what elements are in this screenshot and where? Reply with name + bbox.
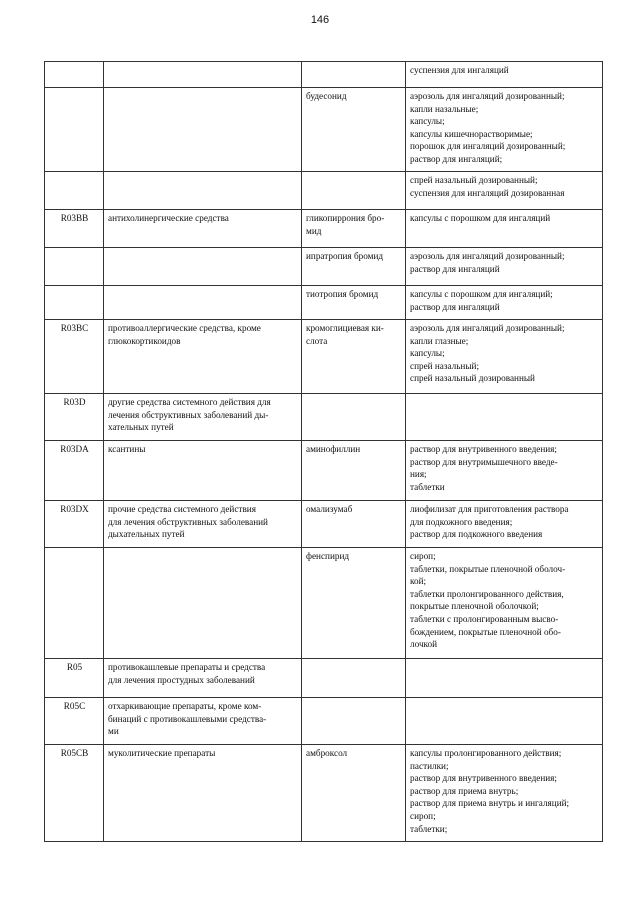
group-cell: антихолинергические средства: [104, 210, 302, 248]
atc-code-cell: R03BC: [45, 320, 104, 394]
group-cell: противокашлевые препараты и средства для лечения простудных заболеваний: [104, 659, 302, 698]
dosage-forms-cell: [406, 698, 603, 745]
substance-cell: кромоглициевая ки- слота: [302, 320, 406, 394]
atc-code-cell: R03D: [45, 394, 104, 441]
atc-code-cell: [45, 172, 104, 210]
table-row: [45, 320, 603, 394]
medication-table: [44, 61, 603, 842]
substance-cell: [302, 698, 406, 745]
table-row: [45, 394, 603, 441]
substance-cell: [302, 394, 406, 441]
dosage-forms-cell: сироп; таблетки, покрытые пленочной оболоч- кой; таблетки пролонгированного действия, покрытые пленочной оболочкой; таблетки с пролонгированным высво- бождением, покрытые пленочной обо- лочкой: [406, 548, 603, 659]
substance-cell: амброксол: [302, 745, 406, 842]
table-row: [45, 210, 603, 248]
substance-cell: фенспирид: [302, 548, 406, 659]
dosage-forms-cell: аэрозоль для ингаляций дозированный; капли назальные; капсулы; капсулы кишечнорастворимые; порошок для ингаляций дозированный; раствор для ингаляций;: [406, 88, 603, 172]
substance-cell: ипратропия бромид: [302, 248, 406, 286]
table-row: [45, 745, 603, 842]
group-cell: муколитические препараты: [104, 745, 302, 842]
table-row: [45, 88, 603, 172]
dosage-forms-cell: [406, 394, 603, 441]
substance-cell: [302, 659, 406, 698]
group-cell: [104, 248, 302, 286]
atc-code-cell: [45, 286, 104, 320]
dosage-forms-cell: аэрозоль для ингаляций дозированный; раствор для ингаляций: [406, 248, 603, 286]
atc-code-cell: [45, 248, 104, 286]
table-row: [45, 286, 603, 320]
substance-cell: [302, 62, 406, 88]
substance-cell: тиотропия бромид: [302, 286, 406, 320]
substance-cell: гликопиррония бро- мид: [302, 210, 406, 248]
group-cell: отхаркивающие препараты, кроме ком- бинаций с противокашлевыми средства- ми: [104, 698, 302, 745]
table-row: [45, 501, 603, 548]
group-cell: [104, 88, 302, 172]
atc-code-cell: R05CB: [45, 745, 104, 842]
group-cell: другие средства системного действия для лечения обструктивных заболеваний ды- хательных путей: [104, 394, 302, 441]
substance-cell: [302, 172, 406, 210]
dosage-forms-cell: лиофилизат для приготовления раствора для подкожного введения; раствор для подкожного введения: [406, 501, 603, 548]
group-cell: противоаллергические средства, кроме глюкокортикоидов: [104, 320, 302, 394]
atc-code-cell: R05C: [45, 698, 104, 745]
group-cell: [104, 172, 302, 210]
dosage-forms-cell: [406, 659, 603, 698]
table-row: [45, 659, 603, 698]
dosage-forms-cell: капсулы пролонгированного действия; пастилки; раствор для внутривенного введения; раствор для приема внутрь; раствор для приема внутрь и ингаляций; сироп; таблетки;: [406, 745, 603, 842]
atc-code-cell: [45, 88, 104, 172]
atc-code-cell: R03BB: [45, 210, 104, 248]
table-row: [45, 172, 603, 210]
substance-cell: аминофиллин: [302, 441, 406, 501]
dosage-forms-cell: аэрозоль для ингаляций дозированный; капли глазные; капсулы; спрей назальный; спрей назальный дозированный: [406, 320, 603, 394]
table-row: [45, 548, 603, 659]
page-number: 146: [310, 14, 330, 26]
group-cell: [104, 548, 302, 659]
dosage-forms-cell: капсулы с порошком для ингаляций; раствор для ингаляций: [406, 286, 603, 320]
group-cell: ксантины: [104, 441, 302, 501]
atc-code-cell: [45, 548, 104, 659]
group-cell: [104, 62, 302, 88]
atc-code-cell: R05: [45, 659, 104, 698]
atc-code-cell: R03DA: [45, 441, 104, 501]
substance-cell: будесонид: [302, 88, 406, 172]
dosage-forms-cell: спрей назальный дозированный; суспензия для ингаляций дозированная: [406, 172, 603, 210]
table-row: [45, 248, 603, 286]
dosage-forms-cell: суспензия для ингаляций: [406, 62, 603, 88]
table-row: [45, 698, 603, 745]
table-row: [45, 441, 603, 501]
group-cell: [104, 286, 302, 320]
table-row: [45, 62, 603, 88]
dosage-forms-cell: раствор для внутривенного введения; раствор для внутримышечного введе- ния; таблетки: [406, 441, 603, 501]
atc-code-cell: [45, 62, 104, 88]
atc-code-cell: R03DX: [45, 501, 104, 548]
dosage-forms-cell: капсулы с порошком для ингаляций: [406, 210, 603, 248]
substance-cell: омализумаб: [302, 501, 406, 548]
group-cell: прочие средства системного действия для лечения обструктивных заболеваний дыхательных путей: [104, 501, 302, 548]
